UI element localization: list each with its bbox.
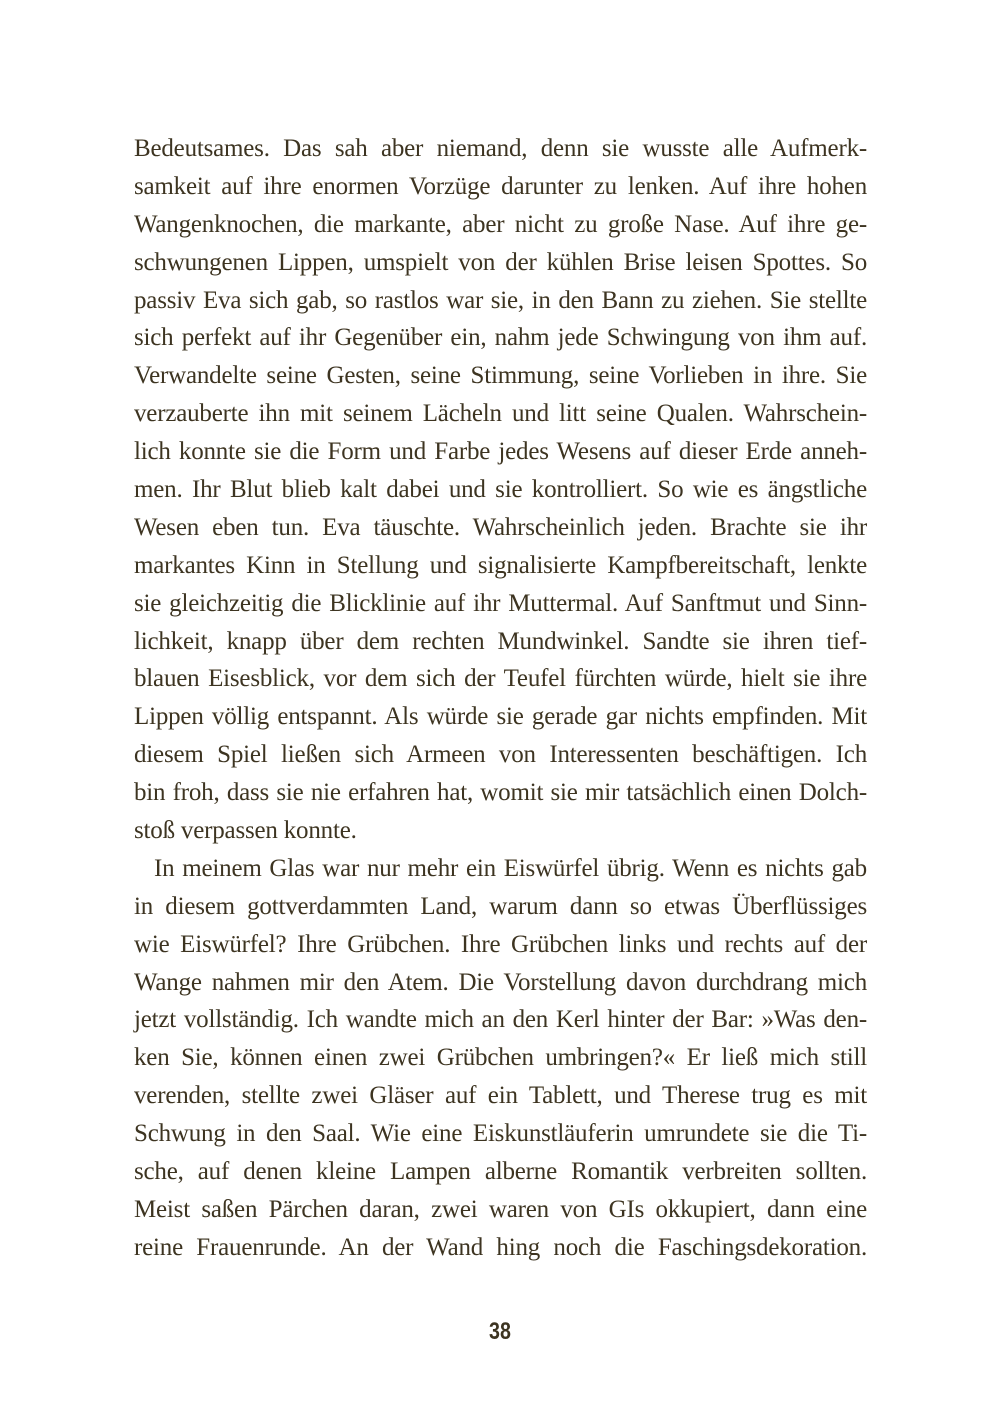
text-line: Wesen eben tun. Eva täuschte. Wahrscheinlich jeden. Brachte sie ihr bbox=[134, 513, 867, 541]
text-line: diesem Spiel ließen sich Armeen von Interessenten beschäftigen. Ich bbox=[134, 741, 867, 769]
text-line: sich perfekt auf ihr Gegenüber ein, nahm jede Schwingung von ihm auf. bbox=[134, 324, 867, 352]
text-line: verenden, stellte zwei Gläser auf ein Tablett, und Therese trug es mit bbox=[134, 1082, 867, 1110]
text-line: samkeit auf ihre enormen Vorzüge darunter zu lenken. Auf ihre hohen bbox=[134, 172, 867, 200]
text-line: in diesem gottverdammten Land, warum dann so etwas Überflüssiges bbox=[134, 892, 867, 920]
text-line: In meinem Glas war nur mehr ein Eiswürfel übrig. Wenn es nichts gab bbox=[154, 854, 867, 882]
paragraph bbox=[134, 130, 867, 850]
text-line: Wange nahmen mir den Atem. Die Vorstellung davon durchdrang mich bbox=[134, 968, 867, 996]
text-line: Schwung in den Saal. Wie eine Eiskunstläuferin umrundete sie die Ti- bbox=[134, 1120, 867, 1148]
text-line: markantes Kinn in Stellung und signalisierte Kampfbereitschaft, lenkte bbox=[134, 551, 867, 579]
text-line: Wangenknochen, die markante, aber nicht zu große Nase. Auf ihre ge- bbox=[134, 210, 867, 238]
text-line: ken Sie, können einen zwei Grübchen umbringen?« Er ließ mich still bbox=[134, 1044, 867, 1072]
text-line: bin froh, dass sie nie erfahren hat, womit sie mir tatsächlich einen Dolch- bbox=[134, 779, 867, 807]
body-text bbox=[134, 130, 867, 1267]
text-line: men. Ihr Blut blieb kalt dabei und sie kontrolliert. So wie es ängstliche bbox=[134, 476, 867, 504]
text-line: wie Eiswürfel? Ihre Grübchen. Ihre Grübchen links und rechts auf der bbox=[134, 930, 867, 958]
text-line: Verwandelte seine Gesten, seine Stimmung, seine Vorlieben in ihre. Sie bbox=[134, 362, 867, 390]
text-line: Meist saßen Pärchen daran, zwei waren von GIs okkupiert, dann eine bbox=[134, 1195, 867, 1223]
text-line: verzauberte ihn mit seinem Lächeln und litt seine Qualen. Wahrschein- bbox=[134, 400, 867, 428]
page-number: 38 bbox=[489, 1318, 511, 1345]
text-line: lich konnte sie die Form und Farbe jedes Wesens auf dieser Erde anneh- bbox=[134, 438, 867, 466]
text-line: stoß verpassen konnte. bbox=[134, 817, 357, 845]
text-line: Bedeutsames. Das sah aber niemand, denn sie wusste alle Aufmerk- bbox=[134, 135, 867, 162]
paragraph bbox=[134, 850, 867, 1267]
text-line: passiv Eva sich gab, so rastlos war sie, in den Bann zu ziehen. Sie stellte bbox=[134, 286, 867, 314]
text-line: sie gleichzeitig die Blicklinie auf ihr Muttermal. Auf Sanftmut und Sinn- bbox=[134, 589, 867, 617]
text-line: Lippen völlig entspannt. Als würde sie gerade gar nichts empfinden. Mit bbox=[134, 703, 867, 731]
text-line: blauen Eisesblick, vor dem sich der Teufel fürchten würde, hielt sie ihre bbox=[134, 665, 867, 693]
text-line: schwungenen Lippen, umspielt von der kühlen Brise leisen Spottes. So bbox=[134, 248, 867, 276]
text-line: lichkeit, knapp über dem rechten Mundwinkel. Sandte sie ihren tief- bbox=[134, 627, 867, 655]
text-line: sche, auf denen kleine Lampen alberne Romantik verbreiten sollten. bbox=[134, 1158, 867, 1186]
text-line: jetzt vollständig. Ich wandte mich an den Kerl hinter der Bar: »Was den- bbox=[134, 1006, 867, 1034]
text-line: reine Frauenrunde. An der Wand hing noch die Faschingsdekoration. bbox=[134, 1233, 867, 1261]
